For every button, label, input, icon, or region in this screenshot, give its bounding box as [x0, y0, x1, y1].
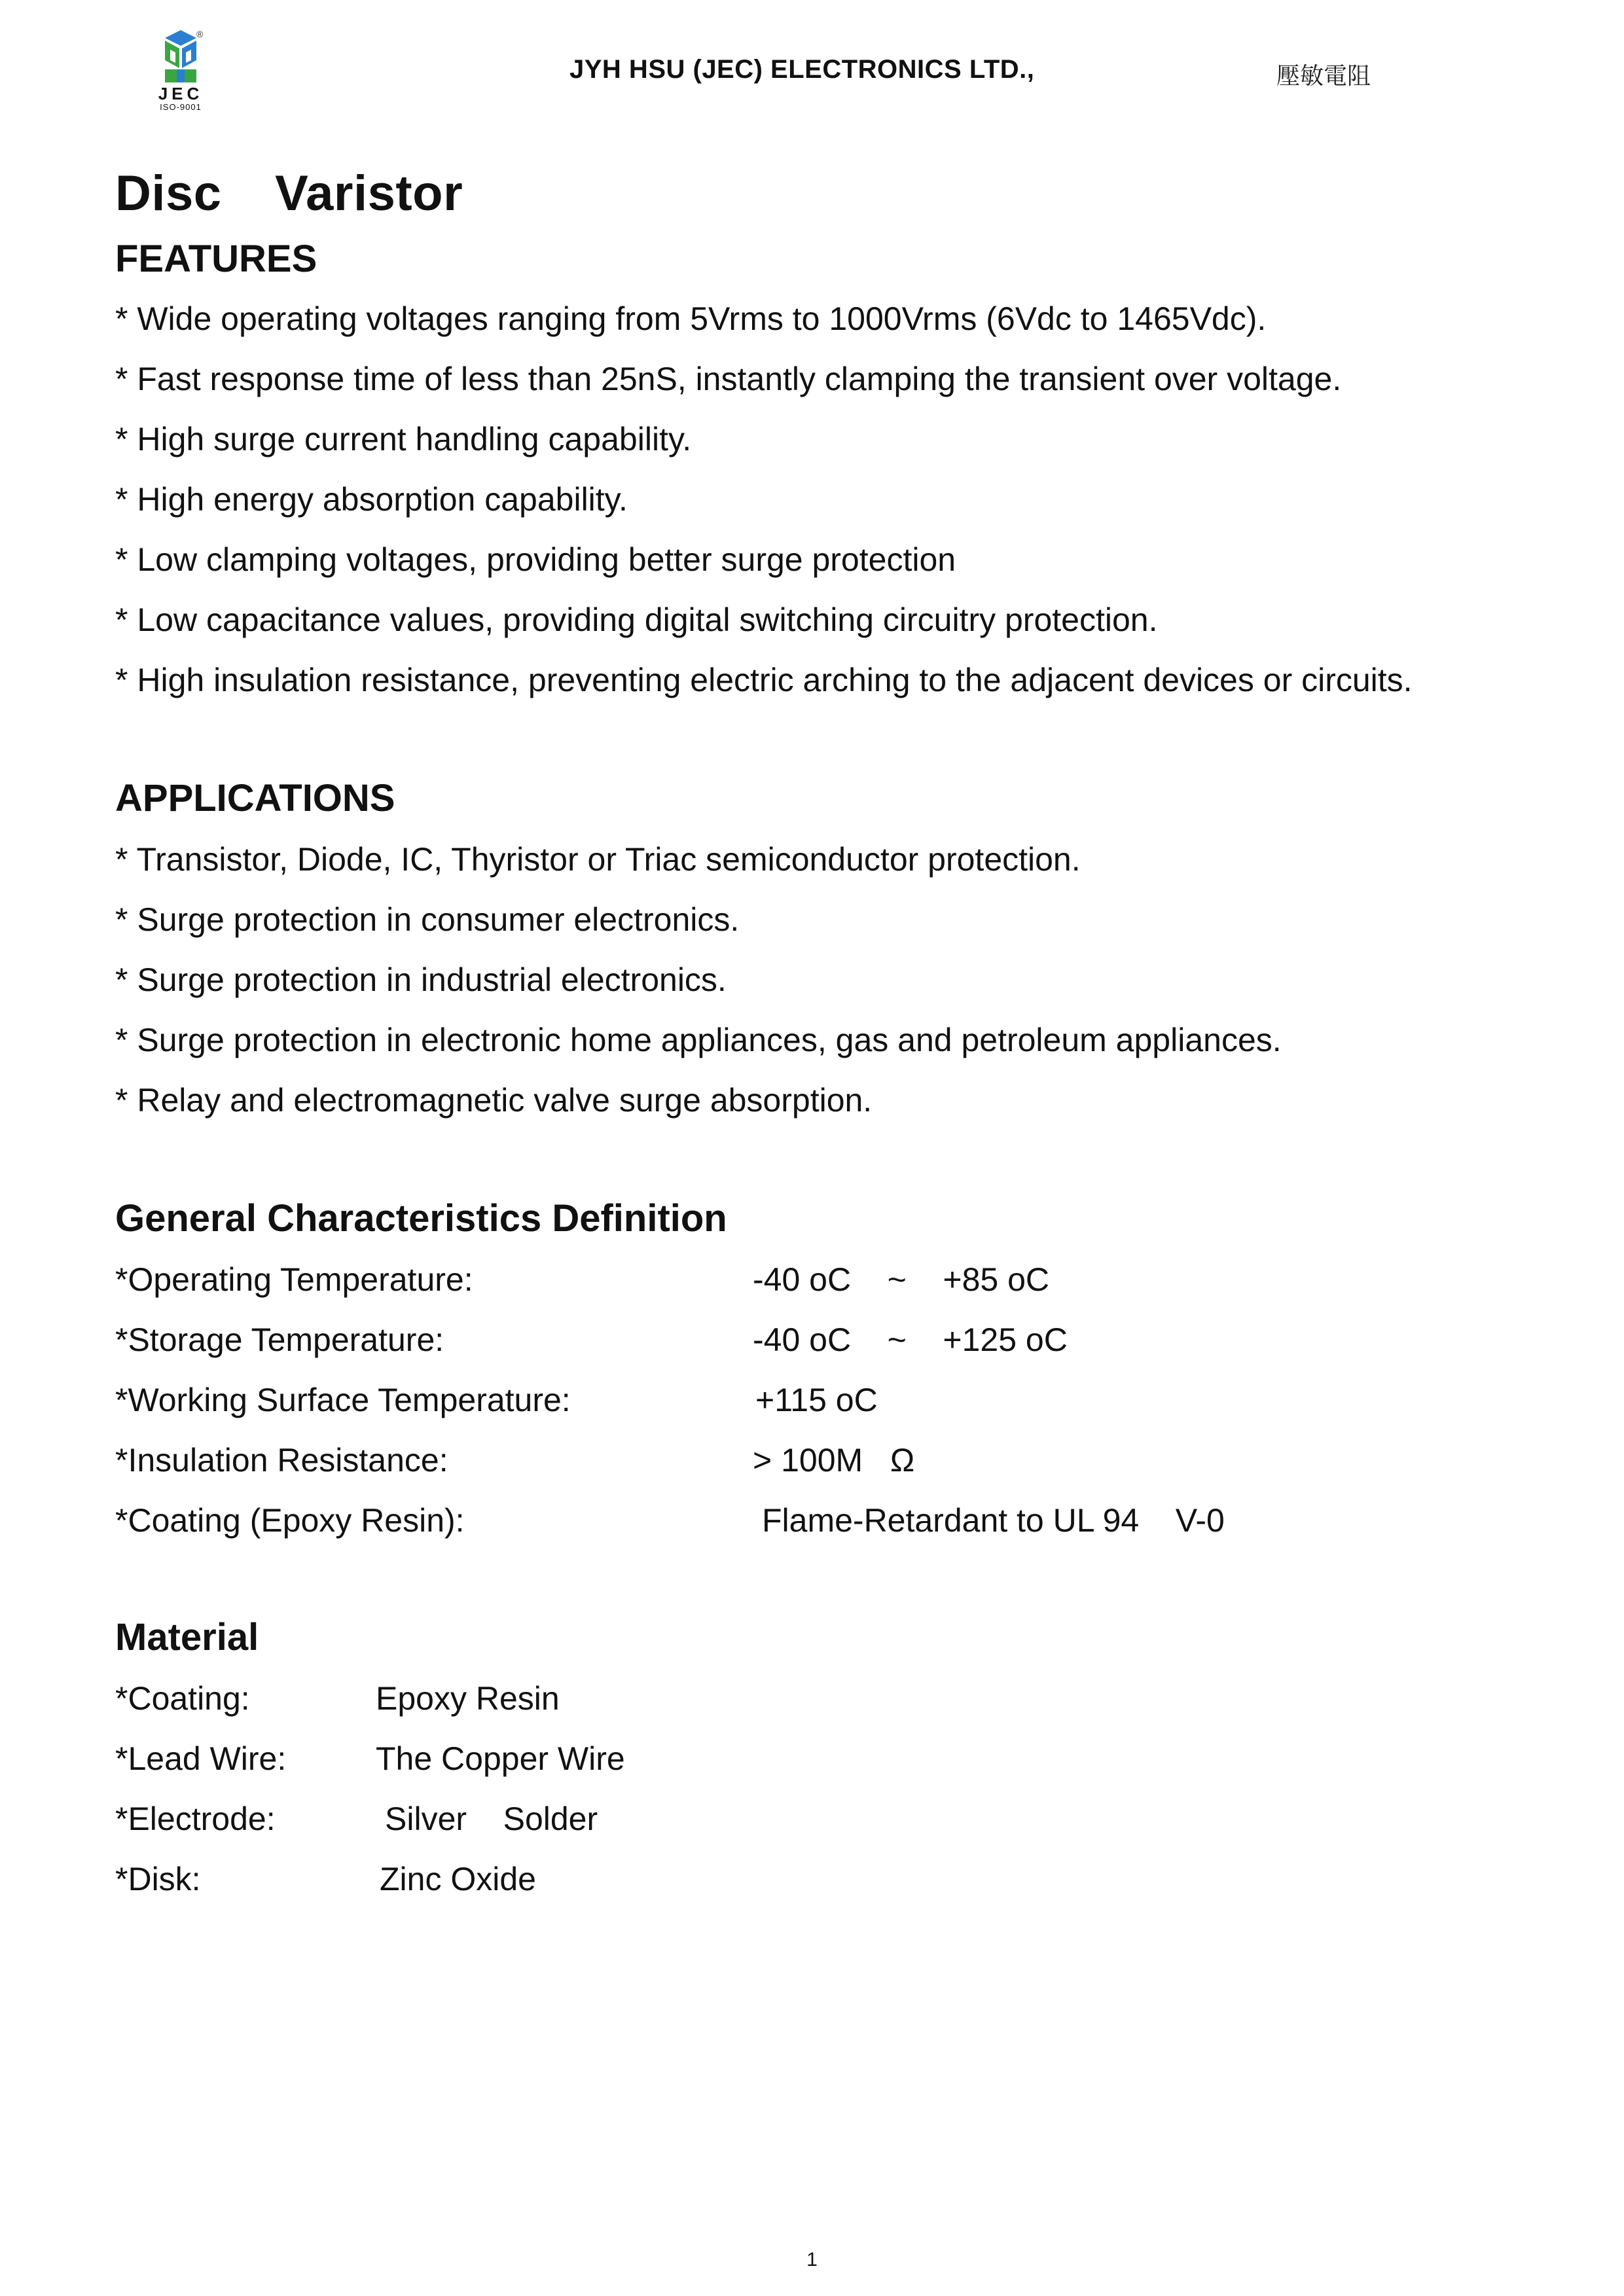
char-label-working-surface-temperature: *Working Surface Temperature: [115, 1382, 571, 1418]
feature-item: * High energy absorption capability. [115, 481, 628, 518]
char-label-operating-temperature: *Operating Temperature: [115, 1261, 473, 1298]
char-value-operating-temperature: -40 oC ~ +85 oC [753, 1261, 1050, 1298]
logo-text: JEC [158, 84, 204, 103]
feature-item: * Low clamping voltages, providing better surge protection [115, 541, 956, 578]
feature-item: * Low capacitance values, providing digital switching circuitry protection. [115, 601, 1158, 638]
char-value-insulation-resistance: > 100M Ω [753, 1442, 915, 1479]
company-logo [149, 29, 212, 114]
feature-item: * Fast response time of less than 25nS, instantly clamping the transient over voltage. [115, 361, 1342, 397]
chinese-product-title: 壓敏電阻 [1276, 63, 1371, 90]
page-title: Disc Varistor [115, 166, 463, 221]
material-label-electrode: *Electrode: [115, 1801, 276, 1837]
char-value-storage-temperature: -40 oC ~ +125 oC [753, 1321, 1068, 1358]
application-item: * Relay and electromagnetic valve surge absorption. [115, 1082, 873, 1119]
char-label-insulation-resistance: *Insulation Resistance: [115, 1442, 448, 1479]
char-label-storage-temperature: *Storage Temperature: [115, 1321, 444, 1358]
material-value-lead-wire: The Copper Wire [376, 1740, 625, 1777]
application-item: * Surge protection in industrial electronics. [115, 961, 727, 998]
feature-item: * High insulation resistance, preventing electric arching to the adjacent devices or circuits. [115, 662, 1413, 698]
application-item: * Surge protection in consumer electronics. [115, 901, 740, 938]
features-heading: FEATURES [115, 238, 317, 280]
general-characteristics-heading: General Characteristics Definition [115, 1197, 727, 1240]
company-name: JYH HSU (JEC) ELECTRONICS LTD., [569, 55, 1035, 84]
page-number: 1 [806, 2249, 818, 2270]
feature-item: * Wide operating voltages ranging from 5Vrms to 1000Vrms (6Vdc to 1465Vdc). [115, 300, 1267, 337]
registered-mark: ® [196, 29, 204, 39]
material-value-disk: Zinc Oxide [380, 1861, 536, 1897]
char-value-working-surface-temperature: +115 oC [755, 1382, 878, 1418]
applications-heading: APPLICATIONS [115, 777, 395, 819]
char-value-coating-epoxy-resin: Flame-Retardant to UL 94 V-0 [762, 1502, 1225, 1539]
char-label-coating-epoxy-resin: *Coating (Epoxy Resin): [115, 1502, 465, 1539]
application-item: * Surge protection in electronic home appliances, gas and petroleum appliances. [115, 1022, 1282, 1058]
material-label-lead-wire: *Lead Wire: [115, 1740, 287, 1777]
material-label-disk: *Disk: [115, 1861, 201, 1897]
logo-iso-text: ISO-9001 [160, 102, 202, 112]
application-item: * Transistor, Diode, IC, Thyristor or Triac semiconductor protection. [115, 841, 1081, 878]
page-header [0, 0, 1624, 131]
material-value-electrode: Silver Solder [385, 1801, 598, 1837]
feature-item: * High surge current handling capability. [115, 421, 692, 457]
material-heading: Material [115, 1616, 259, 1659]
material-value-coating: Epoxy Resin [376, 1680, 560, 1717]
material-label-coating: *Coating: [115, 1680, 250, 1717]
